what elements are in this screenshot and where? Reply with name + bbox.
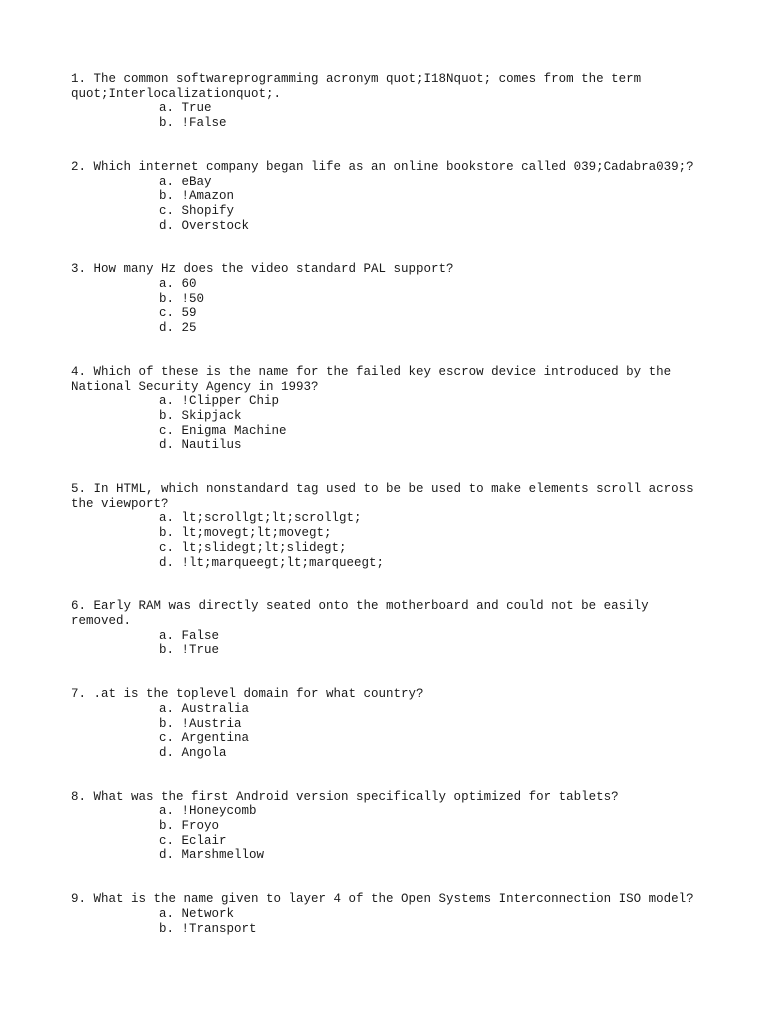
- answer-option: d. Marshmellow: [159, 848, 265, 863]
- question-3: [71, 262, 711, 336]
- answer-options: [71, 394, 711, 453]
- answer-option: c. Enigma Machine: [159, 423, 287, 438]
- answer-options: [71, 702, 711, 761]
- quiz-document: [71, 72, 711, 965]
- answer-option: d. Angola: [159, 745, 227, 760]
- answer-option: b. Skipjack: [159, 408, 242, 423]
- question-text: 3. How many Hz does the video standard PAL support?: [71, 262, 454, 277]
- answer-options: [71, 277, 711, 336]
- answer-option: c. Shopify: [159, 203, 235, 218]
- answer-options: [71, 511, 711, 570]
- answer-option: b. !50: [159, 291, 205, 306]
- answer-options: [71, 804, 711, 863]
- answer-option: b. !Transport: [159, 921, 257, 936]
- question-2: [71, 160, 711, 234]
- answer-option: d. Overstock: [159, 218, 250, 233]
- answer-option: a. lt;scrollgt;lt;scrollgt;: [159, 511, 362, 526]
- question-text: 6. Early RAM was directly seated onto the motherboard and could not be easily removed.: [71, 599, 657, 628]
- answer-option: a. True: [159, 101, 212, 116]
- answer-option: a. False: [159, 628, 220, 643]
- question-8: [71, 790, 711, 864]
- question-text: 7. .at is the toplevel domain for what country?: [71, 687, 424, 702]
- answer-option: c. Eclair: [159, 833, 227, 848]
- answer-option: d. 25: [159, 321, 197, 336]
- answer-option: b. Froyo: [159, 819, 220, 834]
- answer-option: c. Argentina: [159, 731, 250, 746]
- answer-option: a. 60: [159, 277, 197, 292]
- question-text: 8. What was the first Android version specifically optimized for tablets?: [71, 789, 619, 804]
- question-4: [71, 365, 711, 453]
- answer-option: a. !Clipper Chip: [159, 394, 280, 409]
- answer-option: b. !False: [159, 116, 227, 131]
- question-9: [71, 892, 711, 936]
- answer-option: b. !True: [159, 643, 220, 658]
- answer-option: b. lt;movegt;lt;movegt;: [159, 526, 332, 541]
- question-text: 9. What is the name given to layer 4 of the Open Systems Interconnection ISO model?: [71, 892, 694, 907]
- answer-options: [71, 101, 711, 130]
- answer-option: a. Network: [159, 906, 235, 921]
- answer-option: d. !lt;marqueegt;lt;marqueegt;: [159, 555, 385, 570]
- answer-options: [71, 629, 711, 658]
- answer-options: [71, 175, 711, 234]
- answer-options: [71, 907, 711, 936]
- answer-option: c. lt;slidegt;lt;slidegt;: [159, 540, 347, 555]
- answer-option: a. Australia: [159, 701, 250, 716]
- question-text: 2. Which internet company began life as an online bookstore called 039;Cadabra039;?: [71, 159, 694, 174]
- question-text: 4. Which of these is the name for the failed key escrow device introduced by the National Security Agency in 1993?: [71, 364, 679, 394]
- question-text: 1. The common softwareprogramming acronym quot;I18Nquot; comes from the term quot;Interlocalizationquot;.: [71, 72, 649, 101]
- question-6: [71, 599, 711, 658]
- answer-option: d. Nautilus: [159, 438, 242, 453]
- question-5: [71, 482, 711, 570]
- answer-option: b. !Austria: [159, 716, 242, 731]
- question-7: [71, 687, 711, 761]
- question-1: [71, 72, 711, 131]
- answer-option: a. eBay: [159, 174, 212, 189]
- answer-option: c. 59: [159, 306, 197, 321]
- answer-option: b. !Amazon: [159, 189, 235, 204]
- answer-option: a. !Honeycomb: [159, 804, 257, 819]
- question-text: 5. In HTML, which nonstandard tag used to be be used to make elements scroll across the viewport?: [71, 482, 702, 511]
